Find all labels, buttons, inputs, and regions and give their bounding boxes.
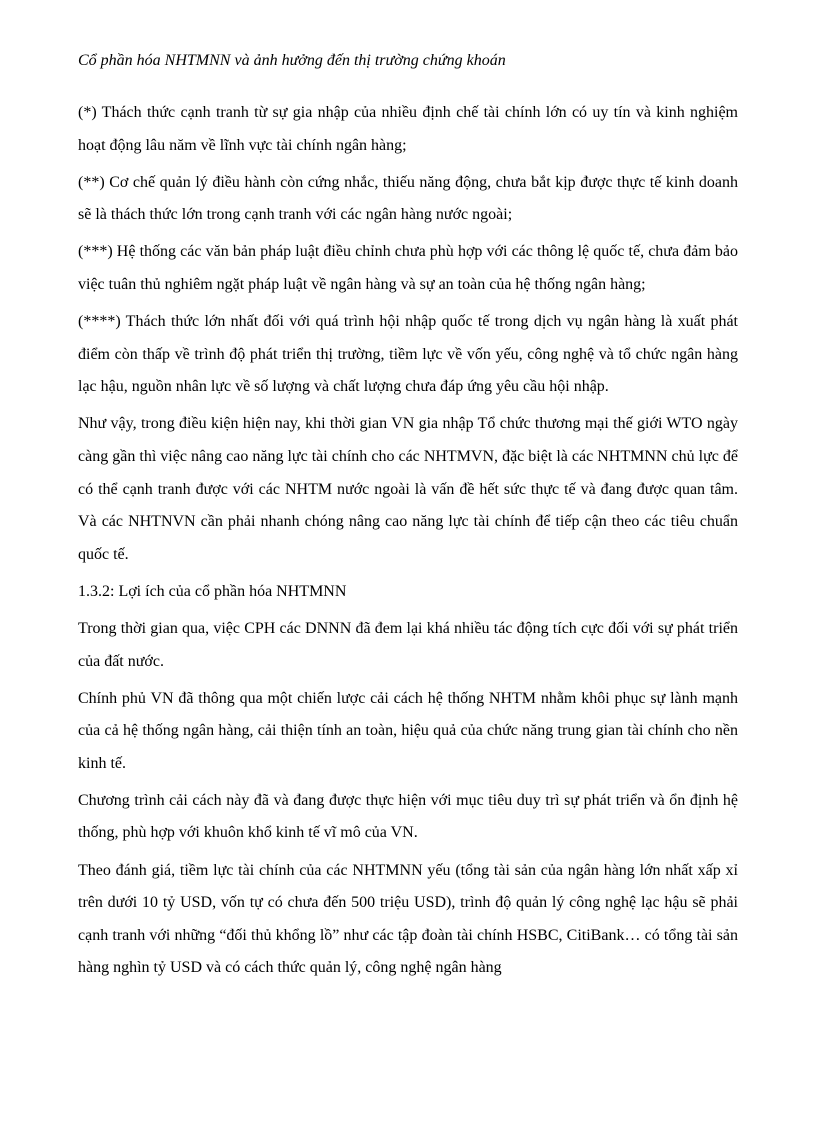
paragraph-summary: Như vậy, trong điều kiện hiện nay, khi thời gian VN gia nhập Tổ chức thương mại thế giới WTO ngày càng gần thì việc nâng cao năng lực tài chính cho các NHTMVN, đặc biệt là các NHTMNN chủ lực để có thể cạnh tranh được với các NHTM nước ngoài là vấn đề hết sức thực tế và đang được quan tâm. Và các NHTNVN cần phải nhanh chóng nâng cao năng lực tài chính để tiếp cận theo các tiêu chuẩn quốc tế. — [78, 415, 738, 563]
paragraph-section-2: Chính phủ VN đã thông qua một chiến lược cải cách hệ thống NHTM nhằm khôi phục sự lành mạnh của cả hệ thống ngân hàng, cải thiện tính an toàn, hiệu quả của chức năng trung gian tài chính cho nền kinh tế. — [78, 689, 738, 772]
paragraph-challenge-3: (***) Hệ thống các văn bản pháp luật điều chỉnh chưa phù hợp với các thông lệ quốc tế, chưa đảm bảo việc tuân thủ nghiêm ngặt pháp luật về ngân hàng và sự an toàn của hệ thống ngân hàng; — [78, 243, 738, 293]
paragraph-challenge-1: (*) Thách thức cạnh tranh từ sự gia nhập của nhiều định chế tài chính lớn có uy tín và kinh nghiệm hoạt động lâu năm về lĩnh vực tài chính ngân hàng; — [78, 104, 738, 154]
paragraph-section-3: Chương trình cải cách này đã và đang được thực hiện với mục tiêu duy trì sự phát triển và ổn định hệ thống, phù hợp với khuôn khổ kinh tế vĩ mô của VN. — [78, 791, 738, 842]
paragraph-section-4: Theo đánh giá, tiềm lực tài chính của các NHTMNN yếu (tổng tài sản của ngân hàng lớn nhất xấp xỉ trên dưới 10 tỷ USD, vốn tự có chưa đến 500 triệu USD), trình độ quản lý công nghệ lạc hậu sẽ phải cạnh tranh với những “đối thủ khổng lồ” như các tập đoàn tài chính HSBC, CitiBank… có tổng tài sản hàng nghìn tỷ USD và có cách thức quản lý, công nghệ ngân hàng — [78, 861, 738, 977]
running-header: Cổ phần hóa NHTMNN và ảnh hưởng đến thị trường chứng khoán — [78, 52, 506, 69]
section-heading: 1.3.2: Lợi ích của cổ phần hóa NHTMNN — [78, 582, 347, 600]
paragraph-challenge-2: (**) Cơ chế quản lý điều hành còn cứng nhắc, thiếu năng động, chưa bắt kịp được thực tế kinh doanh sẽ là thách thức lớn trong cạnh tranh với các ngân hàng nước ngoài; — [78, 173, 738, 224]
document-body — [78, 97, 738, 989]
paragraph-section-1: Trong thời gian qua, việc CPH các DNNN đã đem lại khá nhiều tác động tích cực đối với sự phát triển của đất nước. — [78, 619, 738, 670]
paragraph-challenge-4: (****) Thách thức lớn nhất đối với quá trình hội nhập quốc tế trong dịch vụ ngân hàng là xuất phát điểm còn thấp về trình độ phát triển thị trường, tiềm lực về vốn yếu, công nghệ và tổ chức ngân hàng lạc hậu, nguồn nhân lực về số lượng và chất lượng chưa đáp ứng yêu cầu hội nhập. — [78, 313, 738, 396]
